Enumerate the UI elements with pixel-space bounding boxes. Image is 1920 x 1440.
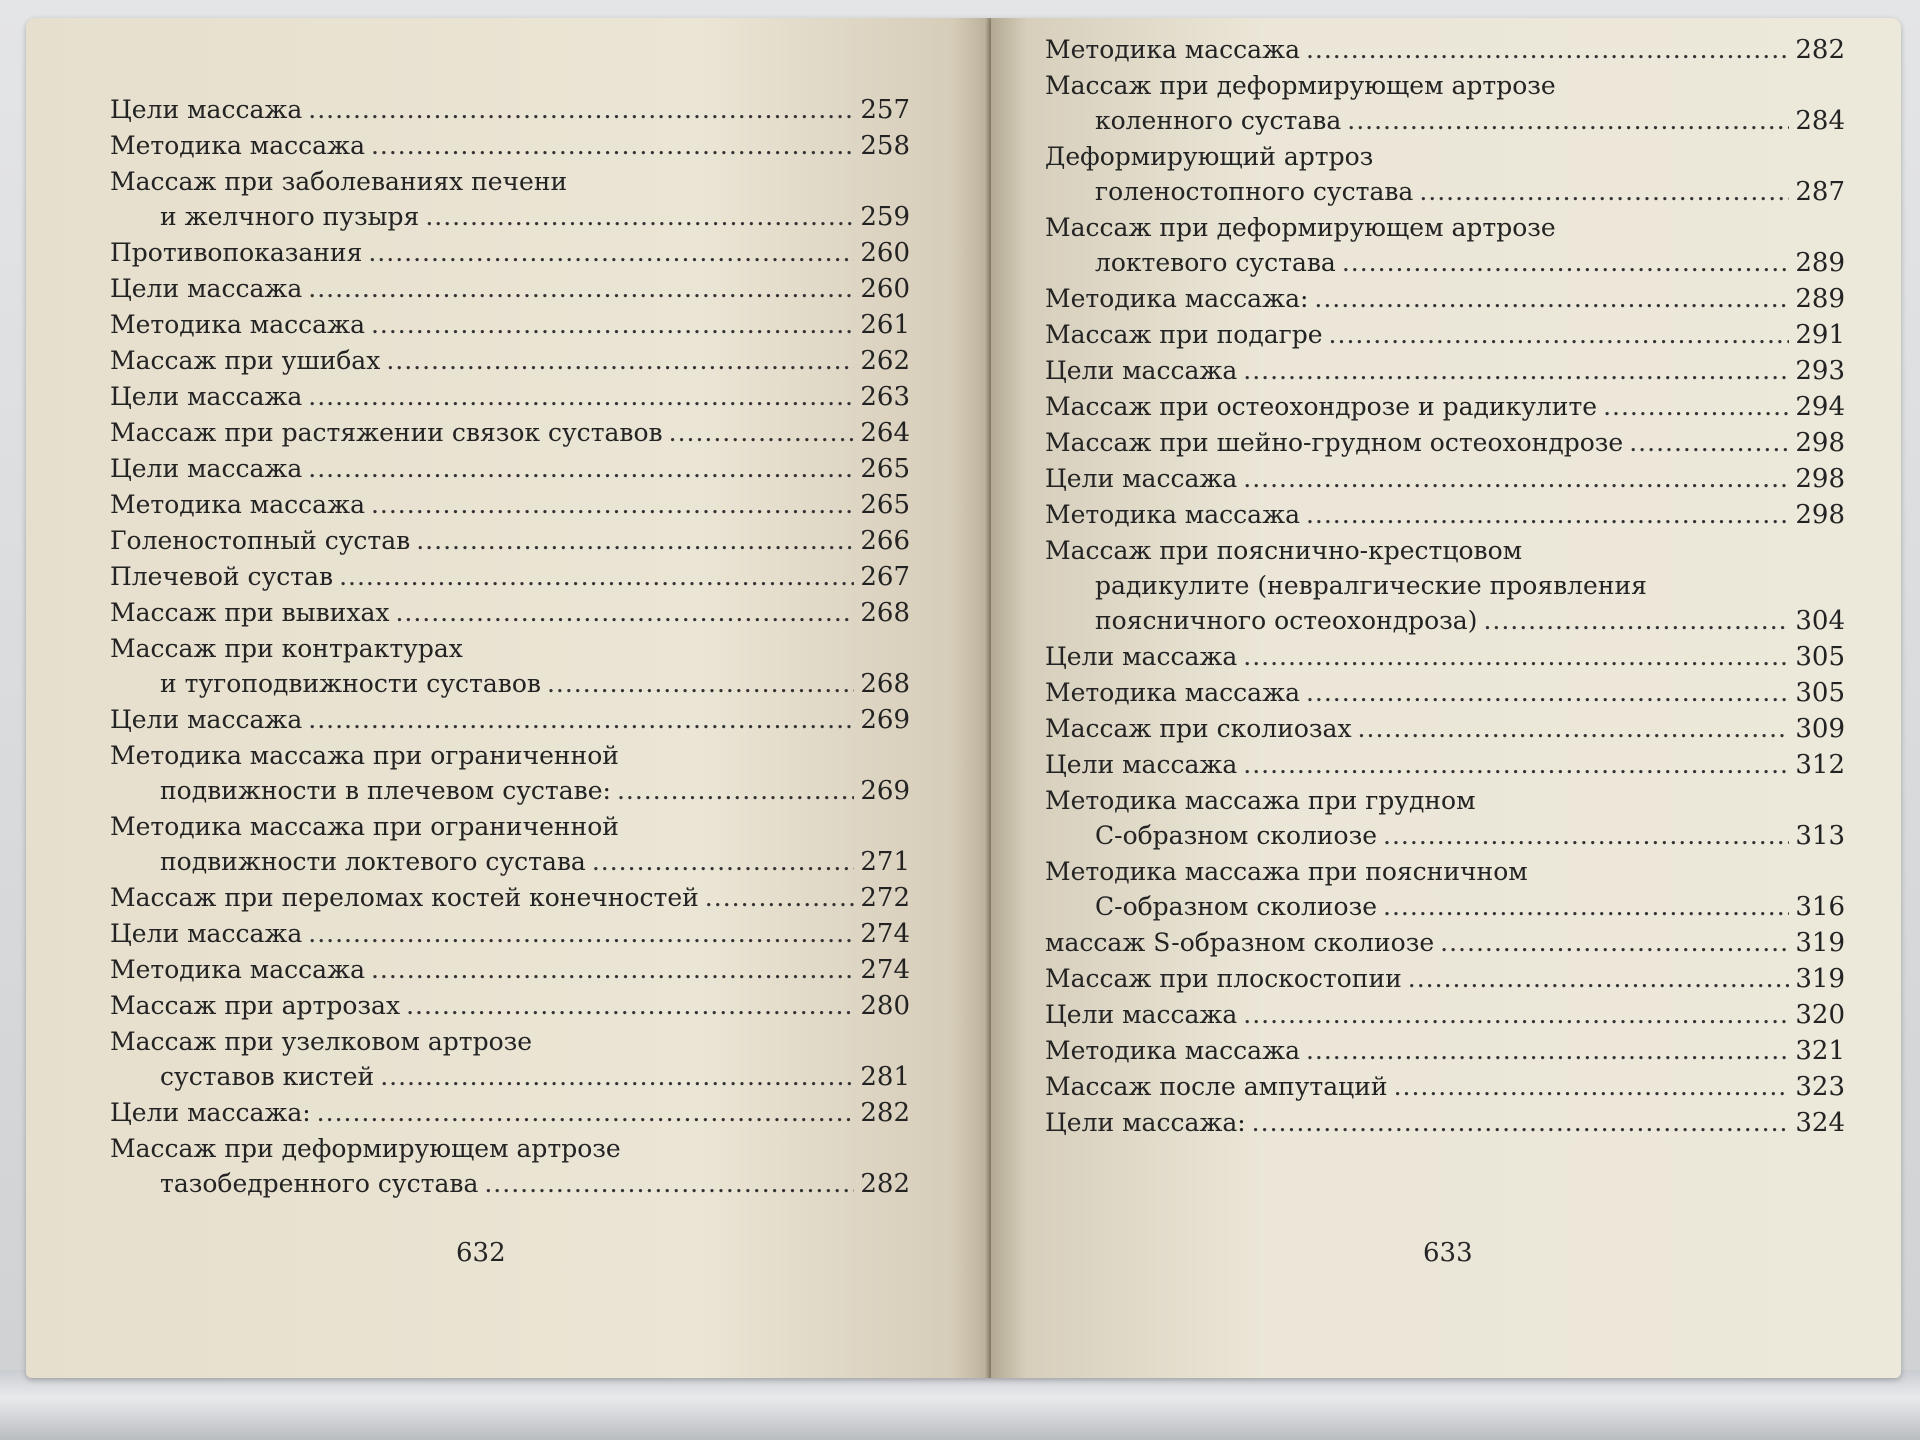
toc-entry <box>1045 675 1845 711</box>
toc-entry-title: Методика массажа <box>110 131 365 160</box>
toc-leader-dots <box>380 1059 854 1094</box>
toc-page-number: 272 <box>860 883 910 913</box>
toc-leader-dots <box>416 523 854 558</box>
toc-entry-row <box>1045 639 1845 675</box>
toc-leader-dots <box>1440 925 1789 960</box>
toc-leader-dots <box>1347 103 1789 138</box>
toc-entry <box>110 92 910 128</box>
toc-entry-line <box>110 738 910 773</box>
toc-entry-row <box>110 307 910 343</box>
toc-leader-dots <box>1342 245 1790 280</box>
toc-page-number: 266 <box>860 526 910 556</box>
toc-entry-title: Массаж при деформирующем артрозе <box>1045 213 1556 242</box>
toc-page-number: 265 <box>860 454 910 484</box>
toc-page-number: 309 <box>1795 714 1845 744</box>
toc-entry-title: Голеностопный сустав <box>110 526 411 555</box>
toc-entry-line <box>110 164 910 199</box>
toc-entry-title: Массаж после ампутаций <box>1045 1072 1388 1101</box>
toc-entry <box>110 809 910 880</box>
toc-page-number: 260 <box>860 238 910 268</box>
toc-entry-row <box>110 199 910 235</box>
toc-entry-row <box>110 235 910 271</box>
toc-entry <box>1045 461 1845 497</box>
toc-entry-title: Цели массажа: <box>110 1098 311 1127</box>
toc-entry <box>110 307 910 343</box>
toc-entry <box>1045 783 1845 854</box>
toc-page-number: 261 <box>860 310 910 340</box>
toc-entry-title: локтевого сустава <box>1095 248 1336 277</box>
toc-entry-title: подвижности локтевого сустава <box>160 847 586 876</box>
toc-leader-dots <box>339 559 854 594</box>
toc-page-number: 316 <box>1795 892 1845 922</box>
toc-entry <box>110 952 910 988</box>
toc-entry-title: Массаж при деформирующем артрозе <box>110 1134 621 1163</box>
toc-leader-dots <box>592 844 855 879</box>
toc-entry-line <box>110 1024 910 1059</box>
toc-entry-title: Цели массажа <box>1045 642 1238 671</box>
toc-leader-dots <box>1394 1069 1790 1104</box>
toc-page-number: 269 <box>860 705 910 735</box>
toc-entry <box>110 738 910 809</box>
toc-entry-title: подвижности в плечевом суставе: <box>160 776 611 805</box>
toc-entry-row <box>110 523 910 559</box>
toc-page-number: 287 <box>1795 177 1845 207</box>
toc-entry-row <box>1045 1105 1845 1141</box>
toc-entry-row <box>110 916 910 952</box>
toc-entry-row <box>110 595 910 631</box>
toc-entry-title: Массаж при подагре <box>1045 320 1323 349</box>
toc-entry <box>110 1024 910 1095</box>
toc-entry-title: Методика массажа <box>1045 1036 1300 1065</box>
toc-leader-dots <box>1243 461 1789 496</box>
left-page-number: 632 <box>456 1238 506 1268</box>
toc-entry <box>1045 317 1845 353</box>
toc-page-number: 298 <box>1795 428 1845 458</box>
toc-entry-row <box>110 1095 910 1131</box>
toc-page-number: 298 <box>1795 500 1845 530</box>
toc-entry <box>110 702 910 738</box>
toc-entry-title: Массаж при узелковом артрозе <box>110 1027 533 1056</box>
toc-page-number: 260 <box>860 274 910 304</box>
toc-leader-dots <box>547 666 854 701</box>
toc-leader-dots <box>371 128 854 163</box>
toc-entry <box>1045 32 1845 68</box>
toc-page-number: 281 <box>860 1062 910 1092</box>
toc-entry <box>110 1095 910 1131</box>
book-cover-edge <box>0 1370 1920 1440</box>
toc-page-number: 268 <box>860 669 910 699</box>
toc-leader-dots <box>1306 497 1789 532</box>
toc-leader-dots <box>1243 639 1789 674</box>
toc-entry-title: Массаж при сколиозах <box>1045 714 1352 743</box>
toc-entry-title: Массаж при остеохондрозе и радикулите <box>1045 392 1598 421</box>
toc-leader-dots <box>317 1095 855 1130</box>
toc-entry <box>1045 139 1845 210</box>
toc-entry-title: Цели массажа <box>1045 464 1238 493</box>
toc-page-number: 305 <box>1795 642 1845 672</box>
toc-entry-title: суставов кистей <box>160 1062 375 1091</box>
toc-page-number: 263 <box>860 382 910 412</box>
toc-entry-row <box>110 988 910 1024</box>
toc-page-number: 274 <box>860 955 910 985</box>
toc-entry-title: Методика массажа <box>110 490 365 519</box>
toc-leader-dots <box>669 415 855 450</box>
toc-entry-title: Цели массажа <box>110 454 303 483</box>
toc-entry-row <box>1045 818 1845 854</box>
toc-page-number: 293 <box>1795 356 1845 386</box>
toc-page-number: 267 <box>860 562 910 592</box>
toc-entry-row <box>1045 281 1845 317</box>
toc-leader-dots <box>425 199 854 234</box>
toc-leader-dots <box>1243 747 1789 782</box>
toc-entry-line <box>110 1131 910 1166</box>
toc-page-number: 259 <box>860 202 910 232</box>
toc-entry-title: Методика массажа <box>1045 678 1300 707</box>
toc-page-number: 291 <box>1795 320 1845 350</box>
toc-entry-title: Противопоказания <box>110 238 363 267</box>
toc-entry <box>1045 747 1845 783</box>
toc-entry <box>110 523 910 559</box>
toc-entry <box>110 271 910 307</box>
toc-leader-dots <box>705 880 855 915</box>
toc-entry-title: поясничного остеохондроза) <box>1095 606 1478 635</box>
toc-page-number: 294 <box>1795 392 1845 422</box>
toc-page-number: 304 <box>1795 606 1845 636</box>
toc-leader-dots <box>386 343 854 378</box>
toc-entry-row <box>110 702 910 738</box>
toc-leader-dots <box>1243 997 1789 1032</box>
toc-leader-dots <box>395 595 854 630</box>
toc-page-number: 321 <box>1795 1036 1845 1066</box>
right-page <box>991 18 1901 1378</box>
toc-page-number: 284 <box>1795 106 1845 136</box>
toc-entry <box>110 235 910 271</box>
toc-entry-row <box>1045 497 1845 533</box>
toc-leader-dots <box>1483 603 1789 638</box>
toc-entry-title: Цели массажа <box>1045 750 1238 779</box>
toc-entry-row <box>1045 675 1845 711</box>
toc-entry-row <box>1045 425 1845 461</box>
toc-entry-title: Цели массажа <box>110 919 303 948</box>
toc-entry <box>1045 497 1845 533</box>
left-page <box>26 18 991 1378</box>
toc-entry-row <box>110 271 910 307</box>
toc-entry-title: Массаж при переломах костей конечностей <box>110 883 699 912</box>
toc-entry-row <box>110 952 910 988</box>
toc-leader-dots <box>308 702 854 737</box>
toc-entry-title: Методика массажа <box>1045 35 1300 64</box>
toc-entry-row <box>110 451 910 487</box>
toc-page-number: 320 <box>1795 1000 1845 1030</box>
toc-entry-row <box>1045 317 1845 353</box>
toc-entry-row <box>110 1166 910 1202</box>
toc-entry-title: Цели массажа <box>1045 1000 1238 1029</box>
toc-page-number: 280 <box>860 991 910 1021</box>
toc-entry-title: и желчного пузыря <box>160 202 420 231</box>
toc-entry <box>1045 210 1845 281</box>
toc-page-number: 319 <box>1795 928 1845 958</box>
toc-entry-title: Методика массажа <box>1045 500 1300 529</box>
toc-entry-title: коленного сустава <box>1095 106 1342 135</box>
toc-entry-row <box>1045 389 1845 425</box>
toc-entry-row <box>1045 711 1845 747</box>
toc-page-number: 319 <box>1795 964 1845 994</box>
toc-entry-row <box>110 487 910 523</box>
toc-leader-dots <box>371 487 854 522</box>
toc-entry-title: Массаж при пояснично-крестцовом <box>1045 536 1523 565</box>
toc-leader-dots <box>1383 818 1789 853</box>
toc-leader-dots <box>308 379 854 414</box>
toc-entry <box>110 451 910 487</box>
toc-entry-row <box>1045 747 1845 783</box>
toc-entry <box>1045 961 1845 997</box>
toc-entry <box>110 631 910 702</box>
toc-leader-dots <box>371 952 854 987</box>
toc-page-number: 313 <box>1795 821 1845 851</box>
toc-entry <box>1045 1069 1845 1105</box>
toc-entry-title: тазобедренного сустава <box>160 1169 479 1198</box>
toc-entry <box>110 559 910 595</box>
toc-leader-dots <box>617 773 854 808</box>
toc-entry-row <box>110 1059 910 1095</box>
toc-entry-row <box>110 379 910 415</box>
toc-entry-title: Массаж при плоскостопии <box>1045 964 1402 993</box>
toc-leader-dots <box>308 916 854 951</box>
toc-entry <box>110 128 910 164</box>
toc-entry <box>110 916 910 952</box>
toc-entry-title: Цели массажа: <box>1045 1108 1246 1137</box>
toc-leader-dots <box>368 235 854 270</box>
toc-leader-dots <box>1329 317 1790 352</box>
toc-entry-title: Массаж при растяжении связок суставов <box>110 418 663 447</box>
toc-page-number: 323 <box>1795 1072 1845 1102</box>
toc-leader-dots <box>308 92 854 127</box>
toc-page-number: 262 <box>860 346 910 376</box>
toc-entry-line <box>110 631 910 666</box>
toc-entry-title: Методика массажа <box>110 955 365 984</box>
toc-entry-row <box>1045 1069 1845 1105</box>
toc-leader-dots <box>1383 889 1789 924</box>
toc-entry-title: Методика массажа при ограниченной <box>110 812 619 841</box>
left-toc-list <box>110 92 910 1202</box>
toc-entry-title: С-образном сколиозе <box>1095 892 1378 921</box>
toc-leader-dots <box>1629 425 1789 460</box>
toc-entry-title: Методика массажа <box>110 310 365 339</box>
toc-entry-row <box>110 128 910 164</box>
toc-entry-line <box>1045 783 1845 818</box>
toc-entry-row <box>1045 353 1845 389</box>
toc-entry <box>1045 281 1845 317</box>
toc-entry-row <box>1045 997 1845 1033</box>
toc-page-number: 257 <box>860 95 910 125</box>
toc-entry-title: Массаж при шейно-грудном остеохондрозе <box>1045 428 1624 457</box>
toc-entry <box>1045 997 1845 1033</box>
toc-entry <box>110 415 910 451</box>
toc-entry-line <box>110 809 910 844</box>
toc-leader-dots <box>1419 174 1789 209</box>
toc-page-number: 264 <box>860 418 910 448</box>
toc-entry <box>110 164 910 235</box>
toc-leader-dots <box>1306 675 1789 710</box>
toc-entry-title: Цели массажа <box>110 382 303 411</box>
toc-entry-row <box>110 343 910 379</box>
toc-entry <box>1045 353 1845 389</box>
toc-entry <box>110 379 910 415</box>
toc-entry-row <box>1045 103 1845 139</box>
toc-entry <box>1045 68 1845 139</box>
toc-entry <box>1045 425 1845 461</box>
toc-entry-title: Массаж при деформирующем артрозе <box>1045 71 1556 100</box>
toc-entry-title: Массаж при артрозах <box>110 991 401 1020</box>
toc-entry <box>110 343 910 379</box>
toc-entry-row <box>110 415 910 451</box>
toc-entry-title: С-образном сколиозе <box>1095 821 1378 850</box>
toc-entry-title: Методика массажа при поясничном <box>1045 857 1528 886</box>
toc-page-number: 282 <box>860 1098 910 1128</box>
toc-entry-row <box>1045 603 1845 639</box>
toc-entry-line <box>1045 568 1845 603</box>
toc-entry-row <box>110 666 910 702</box>
toc-entry-row <box>1045 925 1845 961</box>
toc-entry-title: Методика массажа: <box>1045 284 1309 313</box>
toc-leader-dots <box>1314 281 1789 316</box>
toc-entry-title: Цели массажа <box>110 274 303 303</box>
toc-page-number: 289 <box>1795 248 1845 278</box>
toc-entry-row <box>110 773 910 809</box>
toc-page-number: 324 <box>1795 1108 1845 1138</box>
toc-entry-row <box>1045 889 1845 925</box>
toc-entry-title: Деформирующий артроз <box>1045 142 1374 171</box>
toc-leader-dots <box>1306 32 1789 67</box>
toc-entry-title: Методика массажа при грудном <box>1045 786 1476 815</box>
toc-page-number: 268 <box>860 598 910 628</box>
toc-entry-row <box>1045 461 1845 497</box>
toc-leader-dots <box>484 1166 854 1201</box>
toc-leader-dots <box>1243 353 1789 388</box>
toc-entry-line <box>1045 854 1845 889</box>
right-page-number: 633 <box>1423 1238 1473 1268</box>
toc-entry <box>1045 533 1845 639</box>
toc-entry <box>110 595 910 631</box>
right-toc-list <box>1045 32 1845 1141</box>
toc-entry-row <box>110 92 910 128</box>
toc-entry-title: Массаж при заболеваниях печени <box>110 167 568 196</box>
toc-leader-dots <box>308 451 854 486</box>
toc-leader-dots <box>1252 1105 1790 1140</box>
toc-entry-row <box>1045 32 1845 68</box>
toc-entry <box>110 880 910 916</box>
toc-entry-line <box>1045 68 1845 103</box>
toc-entry <box>110 988 910 1024</box>
toc-entry-row <box>1045 174 1845 210</box>
toc-entry-title: Цели массажа <box>110 95 303 124</box>
toc-entry-title: массаж S-образном сколиозе <box>1045 928 1435 957</box>
toc-page-number: 305 <box>1795 678 1845 708</box>
toc-entry-row <box>1045 961 1845 997</box>
toc-page-number: 282 <box>1795 35 1845 65</box>
toc-entry <box>1045 1105 1845 1141</box>
toc-page-number: 282 <box>860 1169 910 1199</box>
toc-page-number: 271 <box>860 847 910 877</box>
toc-entry <box>1045 925 1845 961</box>
toc-entry-title: Цели массажа <box>110 705 303 734</box>
toc-leader-dots <box>1408 961 1790 996</box>
toc-entry-title: голеностопного сустава <box>1095 177 1414 206</box>
toc-leader-dots <box>308 271 854 306</box>
toc-entry <box>110 1131 910 1202</box>
toc-entry <box>1045 639 1845 675</box>
toc-leader-dots <box>406 988 854 1023</box>
toc-entry-title: Массаж при ушибах <box>110 346 381 375</box>
toc-entry-line <box>1045 139 1845 174</box>
toc-entry-title: Методика массажа при ограниченной <box>110 741 619 770</box>
toc-entry-title: Цели массажа <box>1045 356 1238 385</box>
toc-leader-dots <box>1358 711 1790 746</box>
toc-entry-row <box>110 559 910 595</box>
toc-page-number: 274 <box>860 919 910 949</box>
toc-entry-title: Плечевой сустав <box>110 562 334 591</box>
toc-entry-title: Массаж при контрактурах <box>110 634 463 663</box>
toc-entry-line <box>1045 533 1845 568</box>
toc-page-number: 269 <box>860 776 910 806</box>
toc-entry-row <box>1045 245 1845 281</box>
toc-leader-dots <box>371 307 854 342</box>
toc-page-number: 265 <box>860 490 910 520</box>
toc-page-number: 289 <box>1795 284 1845 314</box>
toc-entry-row <box>110 844 910 880</box>
toc-entry-line <box>1045 210 1845 245</box>
toc-page-number: 298 <box>1795 464 1845 494</box>
toc-entry <box>1045 854 1845 925</box>
toc-entry-row <box>1045 1033 1845 1069</box>
toc-entry <box>1045 1033 1845 1069</box>
toc-page-number: 258 <box>860 131 910 161</box>
toc-page-number: 312 <box>1795 750 1845 780</box>
toc-leader-dots <box>1603 389 1789 424</box>
toc-entry <box>110 487 910 523</box>
toc-entry <box>1045 711 1845 747</box>
toc-entry-row <box>110 880 910 916</box>
toc-entry-title: и тугоподвижности суставов <box>160 669 541 698</box>
toc-entry <box>1045 389 1845 425</box>
toc-entry-title: радикулите (невралгические проявления <box>1095 571 1647 600</box>
toc-leader-dots <box>1306 1033 1789 1068</box>
toc-entry-title: Массаж при вывихах <box>110 598 390 627</box>
